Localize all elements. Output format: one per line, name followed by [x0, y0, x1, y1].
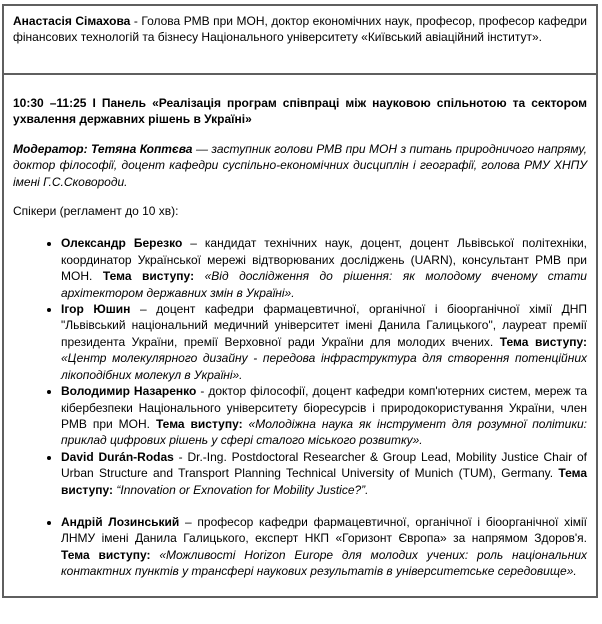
intro-cell [4, 6, 596, 73]
speaker-topic-label: Тема виступу: [102, 269, 205, 284]
speaker-topic: “Innovation or Exnovation for Mobility Justice?”. [116, 482, 369, 497]
intro-paragraph [13, 13, 587, 46]
intro-person-name: Анастасія Сімахова [13, 14, 131, 28]
speaker-item-nazarenko [61, 383, 587, 449]
speaker-name: Олександр Березко [61, 236, 183, 251]
moderator-description: — заступник голови РМВ при МОН з питань природничого напряму, доктор філософії, доцент кафедри суспільно-економічних дисциплін і географії, голова РМУ ХНПУ імені Г.С.Сковороди. [13, 141, 587, 189]
intro-person-description: - Голова РМВ при МОН, доктор економічних наук, професор, професор кафедри фінансових технологій та бізнесу Національного університету «Київський авіаційний інститут». [13, 14, 587, 45]
moderator-name: Модератор: Тетяна Коптєва [13, 141, 193, 156]
speaker-item-duran-rodas [61, 449, 587, 498]
panel-title: 10:30 –11:25 І Панель «Реалізація програм співпраці між науковою спільнотою та сектором ухвалення державних рішень в Україні» [13, 96, 587, 127]
speaker-item-berezko [61, 235, 587, 301]
speaker-bio: – професор кафедри фармацевтичної, органічної і біоорганічної хімії ЛНМУ імені Данила Галицького, експерт НКП «Горизонт Європа» за напрямом Здоров'я. [61, 514, 587, 546]
speaker-name: Володимир Назаренко [61, 384, 197, 399]
speakers-heading: Спікери (регламент до 10 хв): [13, 204, 179, 219]
speaker-bio: – доцент кафедри фармацевтичної, органічної і біоорганічної хімії ДНП "Львівський національний медичний університет імені Данила Галицького", лауреат премії президента України, премії Верховної ради України для молодих вчених. [61, 302, 588, 349]
speaker-bio: - Dr.-Ing. Postdoctoral Researcher & Group Lead, Mobility Justice Chair of Urban Structure and Transport Planning Technical University of Munich (TUM), Germany. [61, 449, 587, 481]
speaker-name: Андрій Лозинський [61, 514, 180, 529]
speakers-list [13, 235, 587, 579]
speaker-item-yushyn [61, 301, 587, 383]
speaker-topic: «Центр молекулярного дизайну - передова інфраструктура для створення потенційних лікоподібних молекул в Україні». [61, 351, 587, 382]
speaker-topic-label: Тема виступу: [61, 466, 587, 497]
speaker-topic: «Молодіжна наука як інструмент для розумної політики: приклад цифрових рішень у сфері сталого міського розвитку». [61, 416, 587, 448]
speaker-topic: «Від дослідження до рішення: як молодому вченому стати архітектором державних змін в Україні». [61, 269, 587, 300]
speaker-topic: «Можливості Horizon Europe для молодих учених: роль національних контактних пунктів у трансфері наукових результатів в університетське середовище». [61, 547, 587, 579]
panel-cell [4, 73, 596, 596]
speaker-topic-label: Тема виступу: [61, 547, 160, 562]
speaker-item-lozynskyi [61, 514, 587, 580]
speaker-bio: – кандидат технічних наук, доцент, доцент Львівської політехніки, координатор Української мережі відтворюваних досліджень (UARN), консультант РМВ при МОН. [61, 236, 587, 284]
speaker-bio: - доктор філософії, доцент кафедри комп'ютерних систем, мереж та кібербезпеки Національного університету біоресурсів і природокористування України, член РМВ при МОН. [61, 384, 587, 431]
speaker-name: Ігор Юшин [61, 302, 131, 317]
speaker-name: David Durán-Rodas [61, 449, 174, 464]
speaker-topic-label: Тема виступу: [155, 416, 249, 431]
speaker-topic-label: Тема виступу: [499, 334, 587, 349]
document-table [2, 4, 598, 598]
moderator-paragraph [13, 141, 587, 190]
